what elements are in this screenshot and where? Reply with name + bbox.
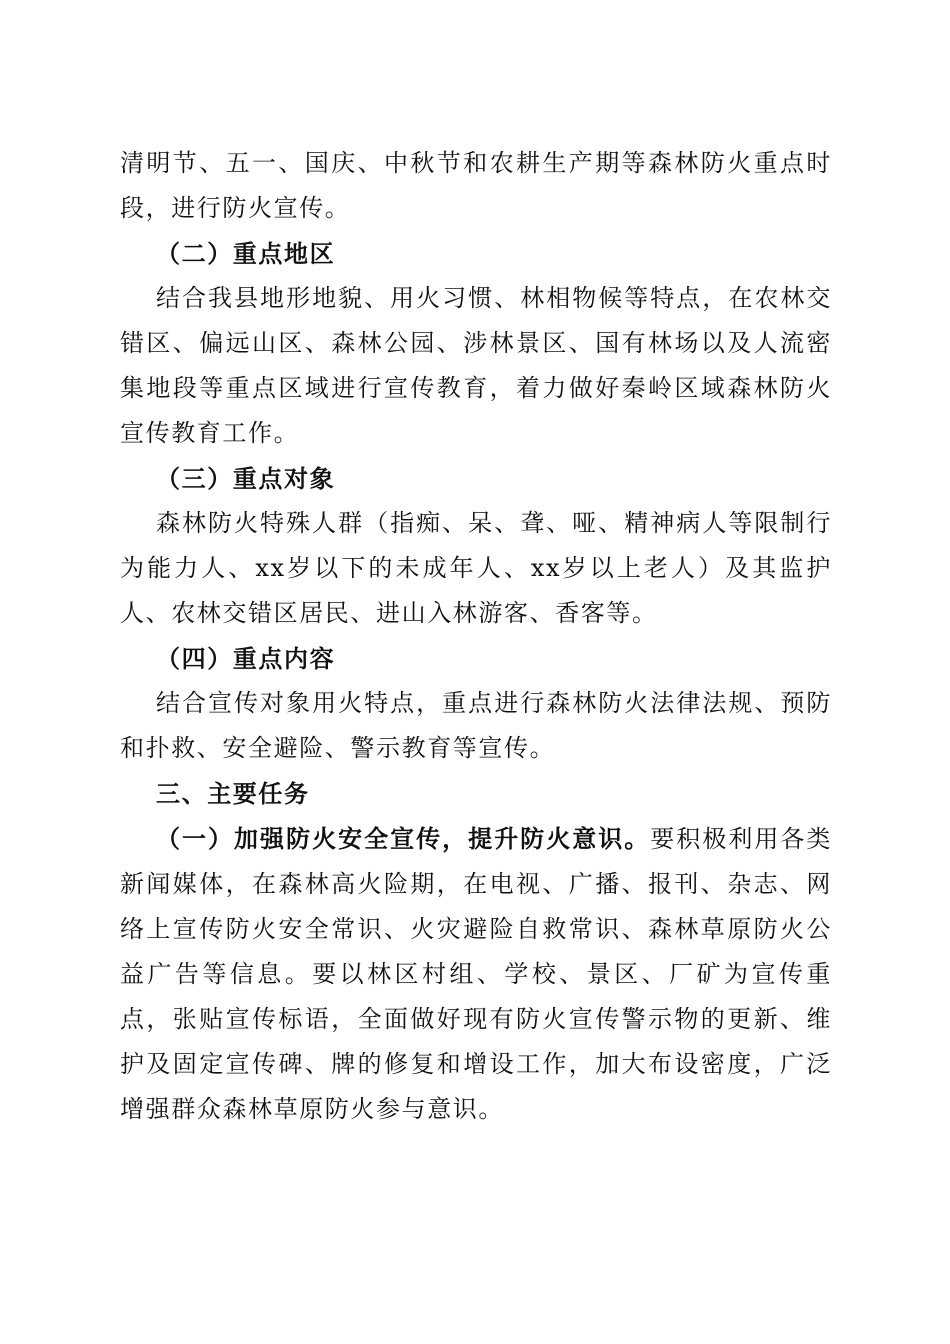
task-1-body: 要积极利用各类新闻媒体，在森林高火险期，在电视、广播、报刊、杂志、网络上宣传防火安全常识、火灾避险自救常识、森林草原防火公益广告等信息。要以林区村组、学校、景区、厂矿为宣传重点，张贴宣传标语，全面做好现有防火宣传警示物的更新、维护及固定宣传碑、牌的修复和增设工作，加大布设密度，广泛增强群众森林草原防火参与意识。 [120,825,832,1123]
heading-key-targets: （三）重点对象 [156,464,336,493]
task-1-lead: （一）加强防火安全宣传，提升防火意识。 [156,824,651,853]
paragraph-task-1 [120,816,832,1132]
paragraph-key-areas: 结合我县地形地貌、用火习惯、林相物候等特点，在农林交错区、偏远山区、森林公园、涉林景区、国有林场以及人流密集地段等重点区域进行宣传教育，着力做好秦岭区域森林防火宣传教育工作。 [120,284,832,447]
heading-key-content: （四）重点内容 [156,644,336,673]
paragraph-intro-continued: 清明节、五一、国庆、中秋节和农耕生产期等森林防火重点时段，进行防火宣传。 [120,149,832,222]
document-body [120,141,832,1132]
paragraph-key-targets: 森林防火特殊人群（指痴、呆、聋、哑、精神病人等限制行为能力人、xx岁以下的未成年人、xx岁以上老人）及其监护人、农林交错区居民、进山入林游客、香客等。 [120,509,832,627]
paragraph-key-content: 结合宣传对象用火特点，重点进行森林防火法律法规、预防和扑救、安全避险、警示教育等宣传。 [120,689,832,762]
heading-main-tasks: 三、主要任务 [156,779,310,808]
heading-key-areas: （二）重点地区 [156,239,336,268]
